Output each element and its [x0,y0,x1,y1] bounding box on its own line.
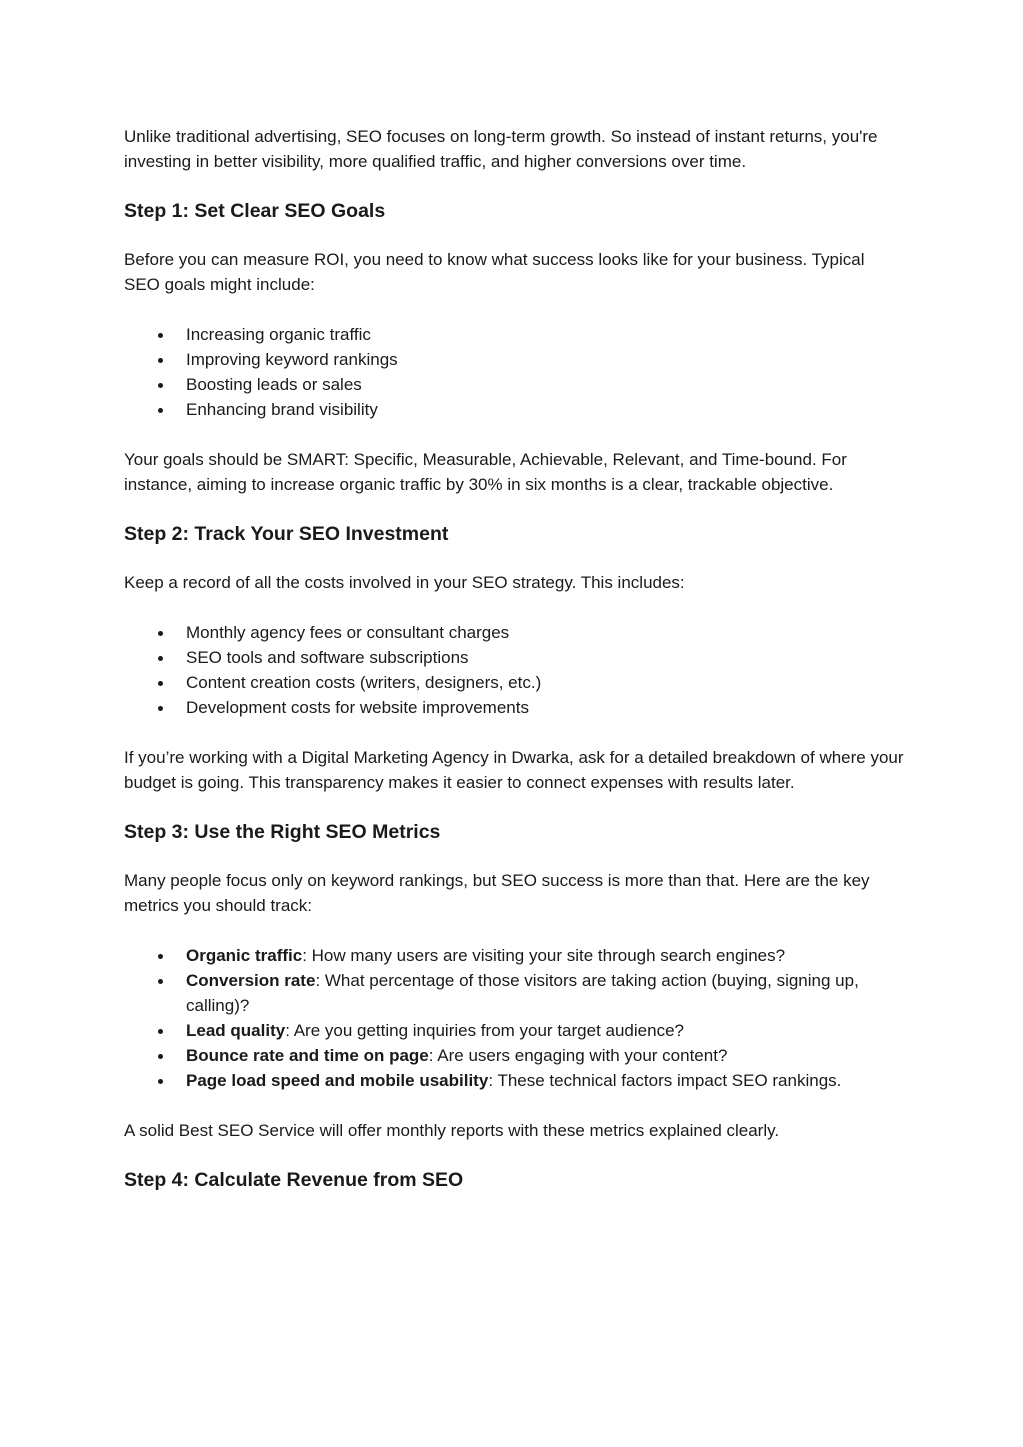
list-item [124,1018,904,1043]
step3-after: A solid Best SEO Service will offer monthly reports with these metrics explained clearly. [124,1121,780,1140]
step3-heading: Step 3: Use the Right SEO Metrics [124,821,441,843]
step2-after: If you’re working with a Digital Marketing Agency in Dwarka, ask for a detailed breakdown of where your budget is going. This transparency makes it easier to connect expenses with results later. [124,748,904,792]
list-item: Increasing organic traffic [124,322,904,347]
metric-term: Lead quality [186,1021,286,1040]
list-item: SEO tools and software subscriptions [124,645,904,670]
bullet-icon [158,1029,163,1034]
bullet-icon [158,706,163,711]
bullet-icon [158,333,163,338]
bullet-icon [158,631,163,636]
list-item: Boosting leads or sales [124,372,904,397]
list-item: Development costs for website improvements [124,695,904,720]
list-item: Monthly agency fees or consultant charges [124,620,904,645]
bullet-icon [158,383,163,388]
step1-after: Your goals should be SMART: Specific, Measurable, Achievable, Relevant, and Time-bound. For instance, aiming to increase organic traffic by 30% in six months is a clear, trackable objective. [124,450,847,494]
metric-desc: : Are users engaging with your content? [428,1046,728,1065]
bullet-icon [158,954,163,959]
intro-paragraph: Unlike traditional advertising, SEO focuses on long-term growth. So instead of instant returns, you're investing in better visibility, more qualified traffic, and higher conversions over time. [124,127,878,171]
bullet-icon [158,656,163,661]
metric-desc: : Are you getting inquiries from your target audience? [285,1021,684,1040]
list-item [124,943,904,968]
metric-term: Page load speed and mobile usability [186,1071,489,1090]
bullet-icon [158,979,163,984]
bullet-icon [158,408,163,413]
metric-desc: : What percentage of those visitors are taking action (buying, signing up, calling)? [186,971,859,1015]
step3-metrics-list [124,943,904,1093]
list-item [124,1043,904,1068]
step2-heading: Step 2: Track Your SEO Investment [124,523,449,545]
step2-costs-list [124,620,904,720]
metric-desc: : These technical factors impact SEO rankings. [488,1071,842,1090]
list-item: Improving keyword rankings [124,347,904,372]
bullet-icon [158,681,163,686]
list-item [124,1068,904,1093]
step4-heading: Step 4: Calculate Revenue from SEO [124,1169,464,1191]
metric-term: Organic traffic [186,946,303,965]
list-item: Content creation costs (writers, designers, etc.) [124,670,904,695]
bullet-icon [158,1079,163,1084]
step1-lead: Before you can measure ROI, you need to know what success looks like for your business. Typical SEO goals might include: [124,250,865,294]
step1-goals-list [124,322,904,422]
step2-lead: Keep a record of all the costs involved in your SEO strategy. This includes: [124,573,685,592]
step3-lead: Many people focus only on keyword rankings, but SEO success is more than that. Here are the key metrics you should track: [124,871,870,915]
metric-desc: : How many users are visiting your site through search engines? [302,946,786,965]
document-page [124,124,904,1194]
metric-term: Conversion rate [186,971,316,990]
bullet-icon [158,358,163,363]
step1-heading: Step 1: Set Clear SEO Goals [124,200,386,222]
list-item: Enhancing brand visibility [124,397,904,422]
bullet-icon [158,1054,163,1059]
list-item [124,968,904,1018]
metric-term: Bounce rate and time on page [186,1046,429,1065]
